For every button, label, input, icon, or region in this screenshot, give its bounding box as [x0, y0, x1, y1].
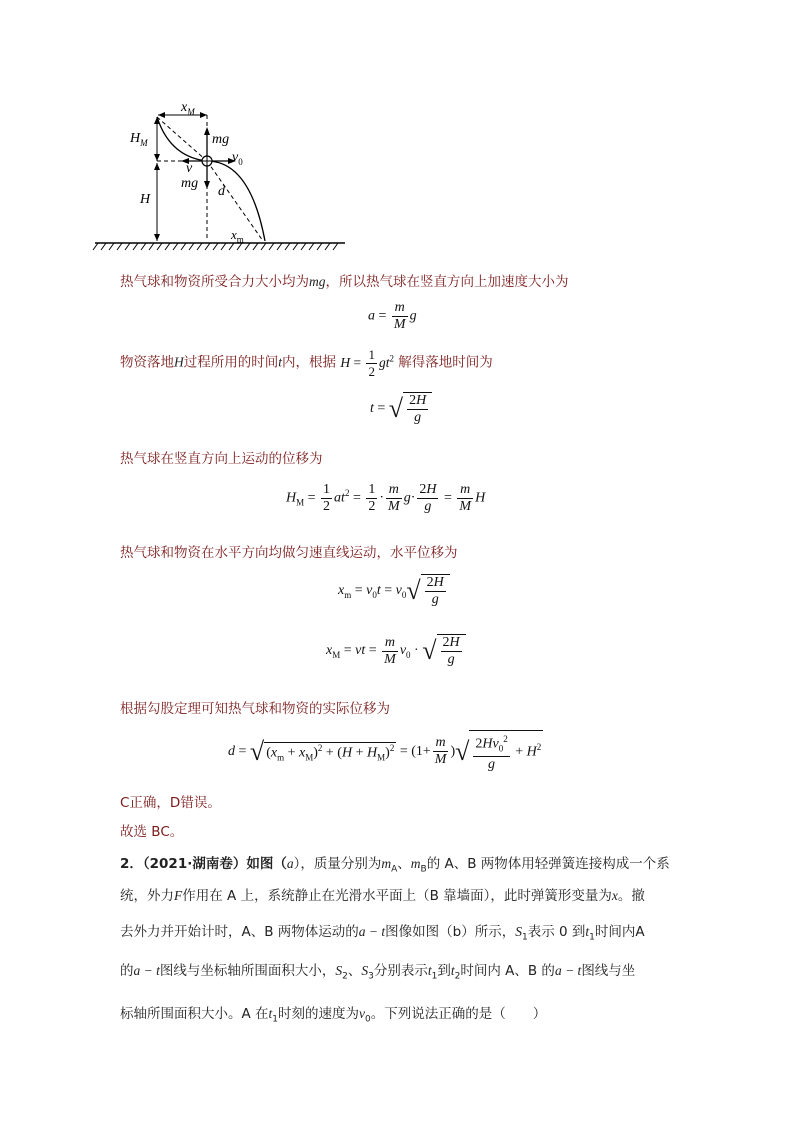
question2-line-2: 统，外力F作用在 A 上，系统静止在光滑水平面上（B 靠墙面），此时弹簧形变量为x。撤: [120, 888, 645, 904]
text-line-4: 热气球和物资在水平方向均做匀速直线运动，水平位移为: [120, 545, 458, 561]
mg-down-label: mg: [181, 176, 199, 191]
text-line-2: 物资落地H过程所用的时间t内，根据 H = $\frac{1}{2}$ $gt^2$ 解得落地时间为: [120, 347, 493, 379]
ground-hatching: [93, 243, 338, 250]
question2-line-1: 2．（2021·湖南卷）如图（a），质量分别为$m_A$、$m_B$的 A、B 两物体用轻弹簧连接构成一个系: [120, 856, 670, 875]
equation-a: a = $\frac{m}{M}$ g: [368, 300, 417, 332]
text-line-7: 故选 BC。: [120, 824, 184, 840]
equation-xM: $x_M$ = vt = $\frac{m}{M}$ $v_0$ · √ $\frac{2H}{g}$: [326, 634, 466, 668]
balloon-motion-diagram: [90, 95, 350, 255]
equation-xm: $x_m = v_0t = v_0√$ $\frac{2H}{g}$: [338, 574, 450, 608]
d-label: d: [218, 184, 225, 199]
text-line-1: 热气球和物资所受合力大小均为mg，所以热气球在竖直方向上加速度大小为: [120, 274, 569, 290]
question2-line-3: 去外力并开始计时，A、B 两物体运动的a − t图像如图（b）所示，$S_1$表示 0 到$t_1$时间内A: [120, 924, 645, 943]
H-label: H: [140, 192, 151, 207]
text-line-6: C正确，D错误。: [120, 795, 221, 811]
v-label: v: [186, 161, 193, 176]
question2-line-4: 的a − t图线与坐标轴所围面积大小，$S_2$、$S_3$分别表示$t_1$到$t_2$时间内 A、B 的a − t图线与坐: [120, 963, 636, 982]
text-line-3: 热气球在竖直方向上运动的位移为: [120, 451, 323, 467]
equation-d: d = √ $(x_m + x_M)^2 + (H + H_M)^2 = (1+$ $\frac{m}{M}$ )√ $\frac{2Hv_0^2}{g}$ + $H^2$: [228, 730, 543, 773]
xm-label: $x_m$: [231, 227, 244, 245]
mg-up-label: mg: [212, 132, 230, 147]
xM-label: $x_M$: [181, 100, 195, 117]
text-line-5: 根据勾股定理可知热气球和物资的实际位移为: [120, 701, 390, 717]
HM-label: $H_M$: [130, 131, 148, 148]
equation-HM: $H_M$ = $\frac{1}{2}$ $at^2$ = $\frac{1}{2}$ · $\frac{m}{M}$ g· $\frac{2H}{g}$ = $\frac{m}{M}$ H: [286, 482, 486, 514]
question2-line-5: 标轴所围面积大小。A 在$t_1$时刻的速度为$v_0$。下列说法正确的是（ ）: [120, 1006, 547, 1025]
v0-label: $v_0$: [232, 150, 243, 167]
equation-t: t = √ $\frac{2H}{g}$: [370, 392, 432, 426]
